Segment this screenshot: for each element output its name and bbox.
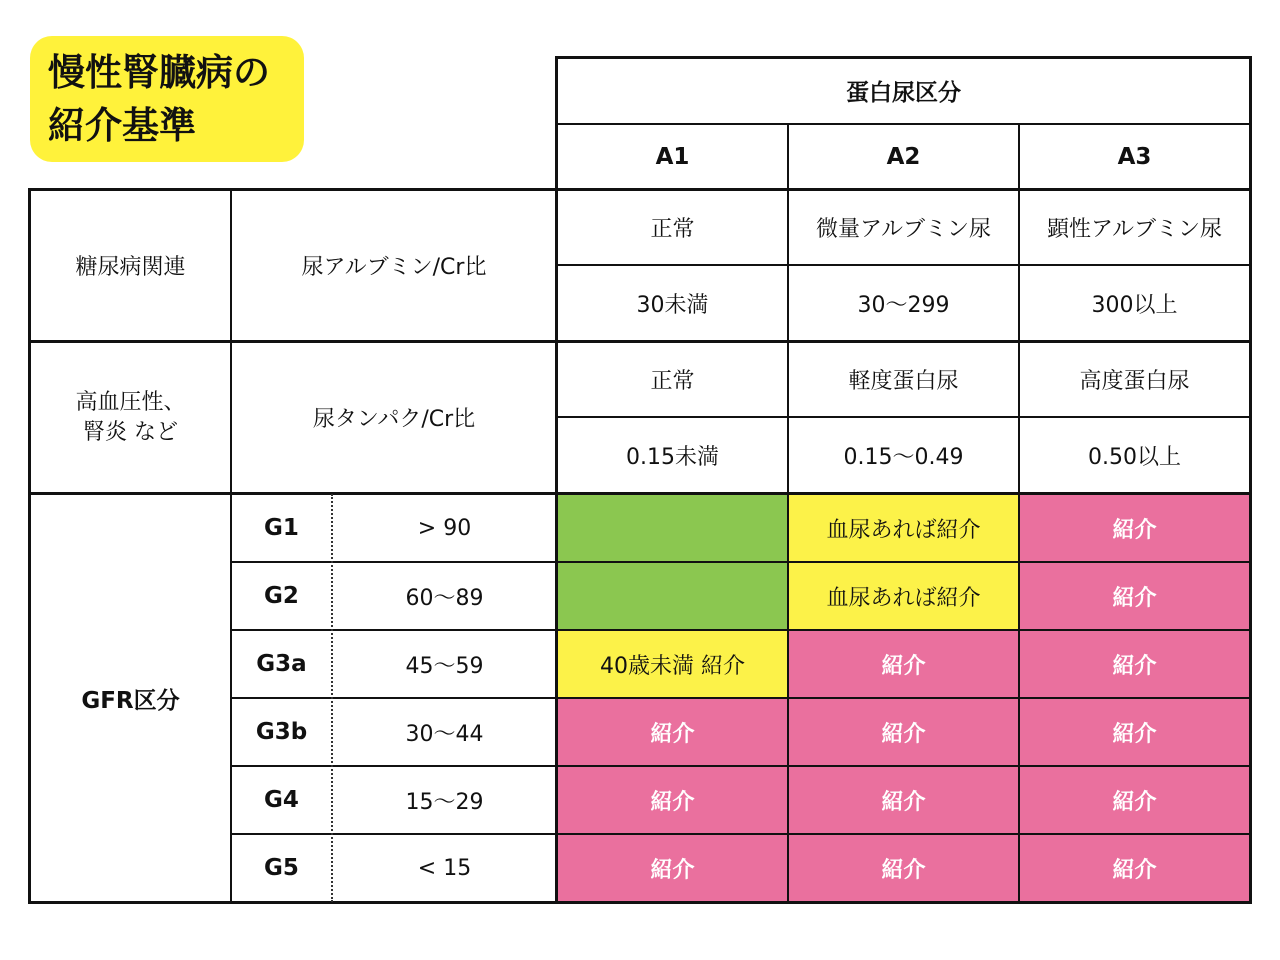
- gfr-g5-a1-cell: 紹介: [557, 834, 788, 902]
- gfr-g3a-a1-cell: 40歳未満 紹介: [557, 630, 788, 698]
- gfr-g4-a1-cell: 紹介: [557, 766, 788, 834]
- grid-line: [787, 123, 789, 904]
- hypertension-a3-range: 0.50以上: [1088, 445, 1181, 470]
- gfr-g1-a1-cell: [557, 494, 788, 562]
- hypertension-label-line-1: 高血圧性、: [75, 389, 186, 415]
- gfr-range-g3a: 45〜59: [405, 653, 484, 679]
- gfr-g1-a3-cell: 紹介: [1019, 494, 1250, 562]
- grid-line: [556, 123, 1251, 125]
- diabetes-a2-range: 30〜299: [857, 292, 950, 318]
- column-header-a1: A1: [655, 143, 690, 170]
- gfr-g3a-a3-cell: 紹介: [1019, 630, 1250, 698]
- gfr-g2-a3-cell: 紹介: [1019, 562, 1250, 630]
- grid-line: [556, 56, 1251, 59]
- gfr-grade-g2: G2: [264, 583, 299, 609]
- grid-line: [556, 264, 1251, 266]
- gfr-g4-a2-cell: 紹介: [788, 766, 1019, 834]
- column-header-a3: A3: [1117, 143, 1152, 170]
- grid-line: [28, 188, 1251, 191]
- grid-line: [231, 833, 1251, 835]
- gfr-g4-a3-cell: 紹介: [1019, 766, 1250, 834]
- grid-line: [1249, 56, 1252, 904]
- gfr-grade-g5: G5: [264, 855, 299, 881]
- gfr-grade-g1: G1: [264, 515, 299, 541]
- hypertension-a2-name: 軽度蛋白尿: [848, 368, 959, 394]
- gfr-range-g4: 15〜29: [405, 789, 484, 815]
- dotted-divider: [331, 494, 333, 902]
- gfr-grade-g3a: G3a: [256, 651, 307, 677]
- page-title: [30, 36, 304, 162]
- gfr-g1-a2-cell: 血尿あれば紹介: [788, 494, 1019, 562]
- hypertension-a1-name: 正常: [650, 368, 695, 394]
- hypertension-label-line-2: 腎炎 など: [83, 419, 178, 445]
- grid-line: [28, 901, 1251, 904]
- gfr-g3b-a2-cell: 紹介: [788, 698, 1019, 766]
- grid-line: [28, 188, 31, 904]
- diabetes-a1-range: 30未満: [636, 292, 709, 318]
- grid-line: [28, 492, 1251, 495]
- diabetes-a3-name: 顕性アルブミン尿: [1046, 216, 1223, 242]
- grid-line: [230, 188, 232, 904]
- gfr-g2-a2-cell: 血尿あれば紹介: [788, 562, 1019, 630]
- proteinuria-header: 蛋白尿区分: [846, 80, 961, 106]
- gfr-g3b-a3-cell: 紹介: [1019, 698, 1250, 766]
- gfr-grade-g4: G4: [264, 787, 299, 813]
- grid-line: [28, 340, 1251, 343]
- diabetes-measure: 尿アルブミン/Cr比: [301, 254, 487, 280]
- grid-line: [231, 765, 1251, 767]
- gfr-g3a-a2-cell: 紹介: [788, 630, 1019, 698]
- gfr-range-g5: < 15: [417, 855, 472, 881]
- gfr-range-g2: 60〜89: [405, 585, 484, 611]
- title-line-1: 慢性腎臓病の: [48, 51, 270, 94]
- gfr-g2-a1-cell: [557, 562, 788, 630]
- gfr-grade-g3b: G3b: [255, 719, 308, 745]
- column-header-a2: A2: [886, 143, 921, 170]
- gfr-range-g1: > 90: [417, 515, 472, 541]
- diabetes-a1-name: 正常: [650, 216, 695, 242]
- gfr-range-g3b: 30〜44: [405, 721, 484, 747]
- diabetes-label: 糖尿病関連: [75, 254, 186, 280]
- hypertension-a2-range: 0.15〜0.49: [843, 445, 964, 470]
- grid-line: [1018, 123, 1020, 904]
- hypertension-measure: 尿タンパク/Cr比: [312, 407, 476, 432]
- gfr-label: GFR区分: [81, 687, 180, 714]
- gfr-g5-a3-cell: 紹介: [1019, 834, 1250, 902]
- hypertension-a1-range: 0.15未満: [626, 445, 719, 470]
- grid-line: [231, 561, 1251, 563]
- title-line-2: 紹介基準: [48, 104, 196, 147]
- grid-line: [231, 629, 1251, 631]
- diabetes-a2-name: 微量アルブミン尿: [815, 216, 992, 242]
- hypertension-label: [30, 341, 231, 494]
- grid-line: [231, 697, 1251, 699]
- diabetes-a3-range: 300以上: [1091, 292, 1178, 318]
- gfr-g5-a2-cell: 紹介: [788, 834, 1019, 902]
- hypertension-a3-name: 高度蛋白尿: [1079, 368, 1190, 394]
- gfr-g3b-a1-cell: 紹介: [557, 698, 788, 766]
- grid-line: [556, 416, 1251, 418]
- grid-line: [555, 56, 558, 904]
